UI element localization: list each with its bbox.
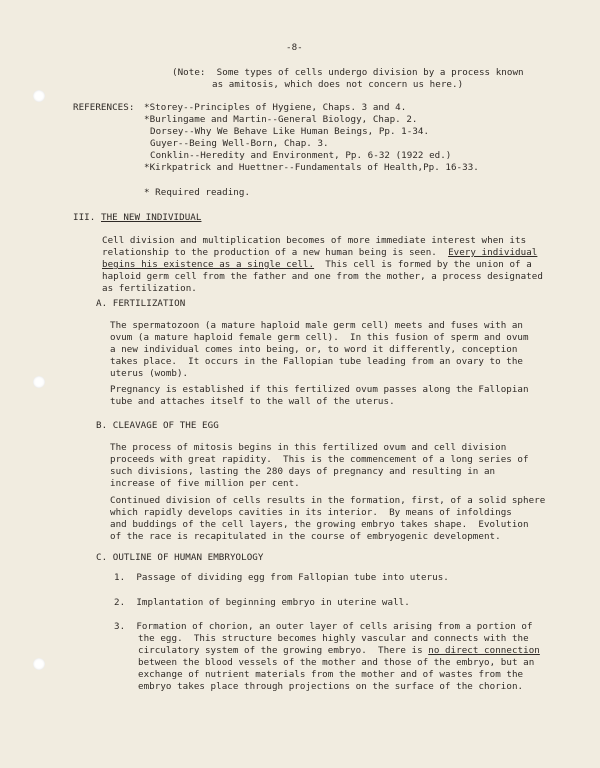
- punch-hole: [33, 376, 45, 388]
- paragraph-line: Pregnancy is established if this fertilized ovum passes along the Fallopian: [110, 384, 529, 395]
- paragraph-line: a new individual comes into being, or, to word it differently, conception: [110, 344, 518, 355]
- paragraph-line: uterus (womb).: [110, 368, 189, 379]
- section-number: III.: [73, 212, 96, 223]
- paragraph-line: Continued division of cells results in the formation, first, of a solid sphere: [110, 495, 546, 506]
- paragraph-line: ovum (a mature haploid female germ cell). In this fusion of sperm and ovum: [110, 332, 529, 343]
- paragraph-line: increase of five million per cent.: [110, 478, 300, 489]
- subsection-heading: C. OUTLINE OF HUMAN EMBRYOLOGY: [96, 552, 264, 563]
- subsection-heading: B. CLEAVAGE OF THE EGG: [96, 420, 219, 431]
- paragraph-line: The spermatozoon (a mature haploid male germ cell) meets and fuses with an: [110, 320, 524, 331]
- outline-item-line: circulatory system of the growing embryo. There is no direct connection: [138, 645, 540, 656]
- references-label: REFERENCES:: [73, 102, 135, 113]
- reference-item: Dorsey--Why We Behave Like Human Beings, Pp. 1-34.: [150, 126, 430, 137]
- reference-item: Guyer--Being Well-Born, Chap. 3.: [150, 138, 329, 149]
- paragraph-line: proceeds with great rapidity. This is the commencement of a long series of: [110, 454, 529, 465]
- paragraph-line: Cell division and multiplication becomes of more immediate interest when its: [102, 235, 527, 246]
- outline-item: 3. Formation of chorion, an outer layer of cells arising from a portion of: [114, 621, 533, 632]
- outline-item-line: the egg. This structure becomes highly vascular and connects with the: [138, 633, 529, 644]
- paragraph-line: such divisions, lasting the 280 days of pregnancy and resulting in an: [110, 466, 496, 477]
- paragraph-line: tube and attaches itself to the wall of the uterus.: [110, 396, 395, 407]
- note-line: as amitosis, which does not concern us here.): [212, 79, 464, 90]
- section-title: THE NEW INDIVIDUAL: [101, 212, 202, 223]
- paragraph-line: takes place. It occurs in the Fallopian tube leading from an ovary to the: [110, 356, 524, 367]
- underlined-emphasis: begins his existence as a single cell.: [102, 259, 315, 270]
- paragraph-line: of the race is recapitulated in the course of embryogenic development.: [110, 531, 501, 542]
- paragraph-line: as fertilization.: [102, 283, 197, 294]
- page-number: -8-: [286, 42, 303, 53]
- punch-hole: [33, 90, 45, 102]
- paragraph-line: The process of mitosis begins in this fertilized ovum and cell division: [110, 442, 507, 453]
- outline-item-line: exchange of nutrient materials from the mother and of wastes from the: [138, 669, 524, 680]
- subsection-heading: A. FERTILIZATION: [96, 298, 186, 309]
- paragraph-line: relationship to the production of a new human being is seen. Every individual: [102, 247, 538, 258]
- underlined-emphasis: Every individual: [448, 247, 538, 258]
- underlined-emphasis: no direct connection: [428, 645, 540, 656]
- reference-item: *Storey--Principles of Hygiene, Chaps. 3 and 4.: [144, 102, 407, 113]
- note-line: (Note: Some types of cells undergo division by a process known: [172, 67, 524, 78]
- outline-item-line: between the blood vessels of the mother and those of the embryo, but an: [138, 657, 535, 668]
- reference-item: Conklin--Heredity and Environment, Pp. 6-32 (1922 ed.): [150, 150, 452, 161]
- paragraph-line: begins his existence as a single cell. This cell is formed by the union of a: [102, 259, 532, 270]
- outline-item: 2. Implantation of beginning embryo in uterine wall.: [114, 597, 410, 608]
- outline-item-line: embryo takes place through projections on the surface of the chorion.: [138, 681, 524, 692]
- reference-item: *Kirkpatrick and Huettner--Fundamentals of Health,Pp. 16-33.: [144, 162, 479, 173]
- references-footnote: * Required reading.: [144, 187, 251, 198]
- outline-item: 1. Passage of dividing egg from Fallopian tube into uterus.: [114, 572, 449, 583]
- paragraph-line: which rapidly develops cavities in its interior. By means of infoldings: [110, 507, 512, 518]
- punch-hole: [33, 658, 45, 670]
- reference-item: *Burlingame and Martin--General Biology, Chap. 2.: [144, 114, 418, 125]
- paragraph-line: and buddings of the cell layers, the growing embryo takes shape. Evolution: [110, 519, 529, 530]
- paragraph-line: haploid germ cell from the father and one from the mother, a process designated: [102, 271, 543, 282]
